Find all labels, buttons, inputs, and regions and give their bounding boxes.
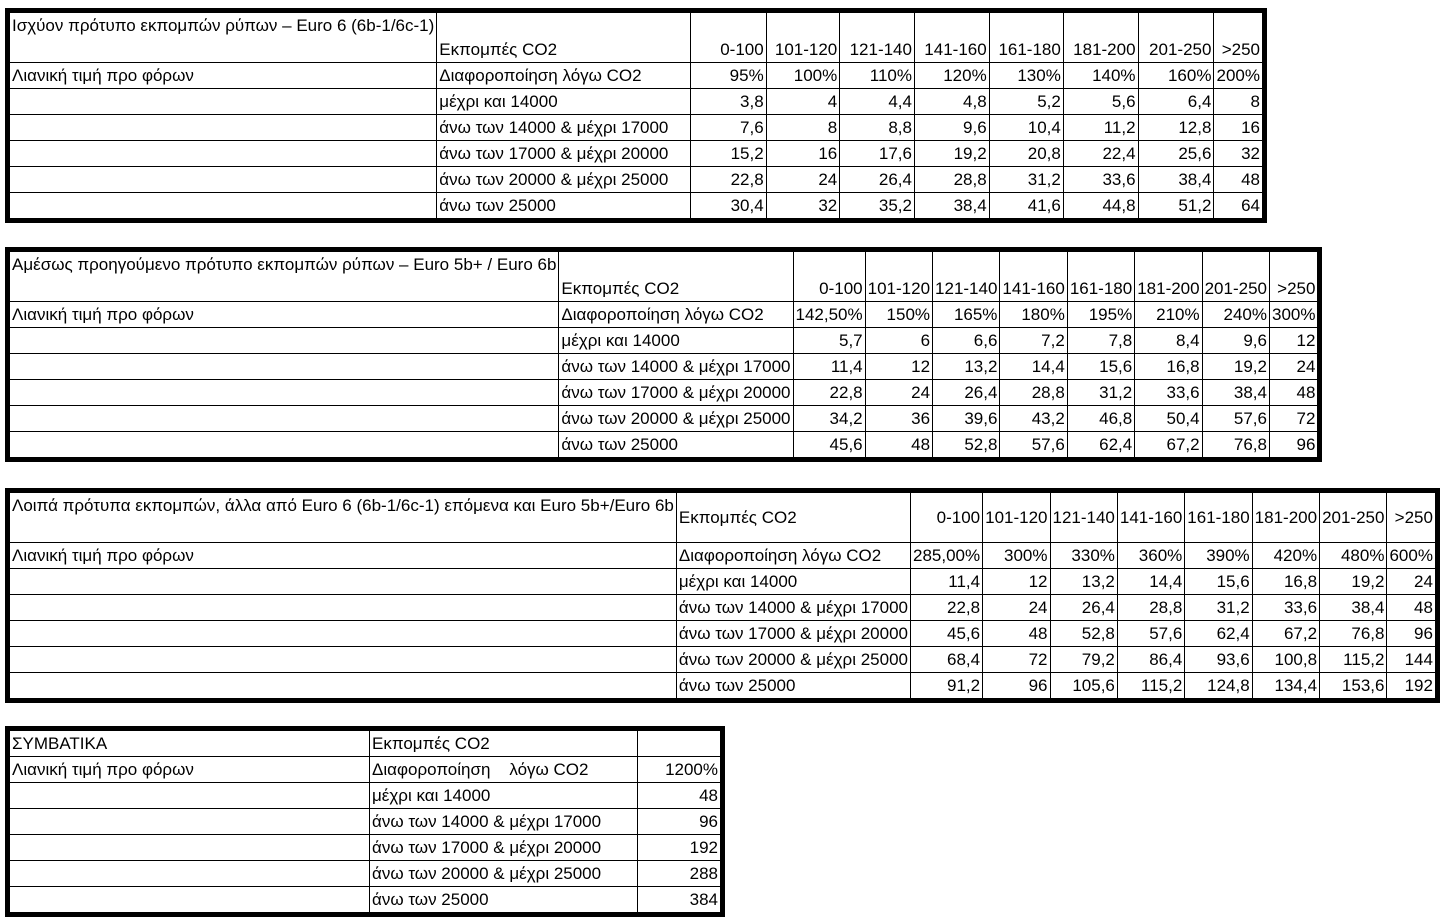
band-header: 201-250	[1138, 11, 1214, 63]
value-cell: 22,8	[910, 595, 982, 621]
table-row	[8, 167, 1265, 193]
value-cell: 32	[766, 193, 840, 221]
price-range-label: άνω των 25000	[370, 887, 638, 915]
band-header: 161-180	[989, 11, 1063, 63]
value-cell: 35,2	[840, 193, 915, 221]
value-cell: 76,8	[1320, 621, 1387, 647]
diff-cell: 480%	[1320, 543, 1387, 569]
value-cell: 10,4	[989, 115, 1063, 141]
value-cell: 76,8	[1202, 432, 1269, 460]
empty-cell	[8, 783, 370, 809]
emissions-table-euro5b	[5, 247, 1322, 462]
empty-cell	[8, 380, 559, 406]
value-cell: 57,6	[1000, 432, 1067, 460]
value-cell: 48	[865, 432, 932, 460]
empty-cell	[8, 141, 437, 167]
value-cell: 288	[638, 861, 723, 887]
value-cell: 52,8	[933, 432, 1000, 460]
diff-cell: 95%	[691, 63, 767, 89]
diff-cell: 330%	[1050, 543, 1117, 569]
value-cell: 48	[638, 783, 723, 809]
price-range-label: άνω των 17000 & μέχρι 20000	[676, 621, 910, 647]
value-cell: 6,4	[1138, 89, 1214, 115]
diff-cell: 420%	[1252, 543, 1319, 569]
band-header: 141-160	[914, 11, 989, 63]
value-cell: 72	[983, 647, 1050, 673]
price-range-label: άνω των 14000 & μέχρι 17000	[676, 595, 910, 621]
empty-cell	[8, 835, 370, 861]
value-cell: 12	[865, 354, 932, 380]
retail-price-label: Λιανική τιμή προ φόρων	[8, 302, 559, 328]
band-header: 181-200	[1252, 491, 1319, 543]
price-range-label: άνω των 20000 & μέχρι 25000	[370, 861, 638, 887]
diff-cell: 600%	[1387, 543, 1437, 569]
value-cell: 86,4	[1117, 647, 1184, 673]
value-cell: 7,6	[691, 115, 767, 141]
co2-label: Εκπομπές CO2	[437, 11, 691, 63]
value-cell: 4,8	[914, 89, 989, 115]
emissions-table-other	[5, 488, 1440, 703]
diff-cell: 130%	[989, 63, 1063, 89]
diff-cell: 240%	[1202, 302, 1269, 328]
table-row	[8, 193, 1265, 221]
price-range-label: άνω των 14000 & μέχρι 17000	[437, 115, 691, 141]
band-header: 101-120	[983, 491, 1050, 543]
value-cell: 33,6	[1063, 167, 1138, 193]
value-cell: 11,4	[793, 354, 865, 380]
empty-cell	[8, 193, 437, 221]
retail-price-label: Λιανική τιμή προ φόρων	[8, 757, 370, 783]
value-cell: 192	[638, 835, 723, 861]
value-cell: 67,2	[1135, 432, 1202, 460]
diff-cell: 1200%	[638, 757, 723, 783]
value-cell: 96	[1269, 432, 1319, 460]
table-row	[8, 89, 1265, 115]
value-cell: 31,2	[1067, 380, 1134, 406]
value-cell: 20,8	[989, 141, 1063, 167]
value-cell: 13,2	[1050, 569, 1117, 595]
diff-cell: 142,50%	[793, 302, 865, 328]
value-cell: 11,2	[1063, 115, 1138, 141]
empty-cell	[8, 887, 370, 915]
value-cell: 8	[1214, 89, 1265, 115]
value-cell: 51,2	[1138, 193, 1214, 221]
band-header: >250	[1269, 250, 1319, 302]
value-cell: 14,4	[1117, 569, 1184, 595]
diff-cell: 150%	[865, 302, 932, 328]
value-cell: 8,8	[840, 115, 915, 141]
value-cell: 16	[766, 141, 840, 167]
table-header-row	[8, 250, 1320, 302]
value-cell: 3,8	[691, 89, 767, 115]
value-cell: 28,8	[1000, 380, 1067, 406]
value-cell: 5,7	[793, 328, 865, 354]
table-row	[8, 673, 1438, 701]
empty-cell	[8, 595, 677, 621]
empty-cell	[8, 406, 559, 432]
price-range-label: άνω των 17000 & μέχρι 20000	[437, 141, 691, 167]
price-range-label: άνω των 25000	[437, 193, 691, 221]
empty-cell	[638, 729, 723, 757]
diff-cell: 210%	[1135, 302, 1202, 328]
band-header: 101-120	[766, 11, 840, 63]
value-cell: 57,6	[1202, 406, 1269, 432]
table-row	[8, 809, 723, 835]
price-range-label: άνω των 14000 & μέχρι 17000	[559, 354, 793, 380]
co2-label: Εκπομπές CO2	[559, 250, 793, 302]
table-row	[8, 328, 1320, 354]
empty-cell	[8, 328, 559, 354]
value-cell: 62,4	[1185, 621, 1252, 647]
table-header-row	[8, 491, 1438, 543]
diff-cell: 390%	[1185, 543, 1252, 569]
diff-cell: 360%	[1117, 543, 1184, 569]
diff-cell: 180%	[1000, 302, 1067, 328]
value-cell: 15,2	[691, 141, 767, 167]
value-cell: 45,6	[793, 432, 865, 460]
band-header: 121-140	[933, 250, 1000, 302]
value-cell: 38,4	[1320, 595, 1387, 621]
value-cell: 192	[1387, 673, 1437, 701]
table-row	[8, 783, 723, 809]
diff-cell: 140%	[1063, 63, 1138, 89]
value-cell: 22,8	[793, 380, 865, 406]
empty-cell	[8, 89, 437, 115]
value-cell: 32	[1214, 141, 1265, 167]
table-title: Ισχύον πρότυπο εκπομπών ρύπων – Euro 6 (6b-1/6c-1)	[8, 11, 437, 63]
value-cell: 79,2	[1050, 647, 1117, 673]
table-row	[8, 432, 1320, 460]
empty-cell	[8, 647, 677, 673]
co2-label: Εκπομπές CO2	[676, 491, 910, 543]
value-cell: 96	[638, 809, 723, 835]
value-cell: 16	[1214, 115, 1265, 141]
value-cell: 25,6	[1138, 141, 1214, 167]
value-cell: 30,4	[691, 193, 767, 221]
value-cell: 7,8	[1067, 328, 1134, 354]
value-cell: 17,6	[840, 141, 915, 167]
diff-cell: 300%	[1269, 302, 1319, 328]
diff-cell: 110%	[840, 63, 915, 89]
value-cell: 24	[1269, 354, 1319, 380]
empty-cell	[8, 861, 370, 887]
value-cell: 22,8	[691, 167, 767, 193]
table-row	[8, 115, 1265, 141]
value-cell: 31,2	[1185, 595, 1252, 621]
value-cell: 12	[983, 569, 1050, 595]
diff-cell: 100%	[766, 63, 840, 89]
price-range-label: μέχρι και 14000	[559, 328, 793, 354]
value-cell: 5,2	[989, 89, 1063, 115]
table-row	[8, 406, 1320, 432]
table-row	[8, 595, 1438, 621]
table-row	[8, 647, 1438, 673]
value-cell: 9,6	[1202, 328, 1269, 354]
value-cell: 8,4	[1135, 328, 1202, 354]
value-cell: 34,2	[793, 406, 865, 432]
price-range-label: άνω των 17000 & μέχρι 20000	[370, 835, 638, 861]
value-cell: 64	[1214, 193, 1265, 221]
table-title: ΣΥΜΒΑΤΙΚΑ	[8, 729, 370, 757]
emissions-table-euro6	[5, 8, 1267, 223]
value-cell: 96	[983, 673, 1050, 701]
diff-cell: 195%	[1067, 302, 1134, 328]
value-cell: 7,2	[1000, 328, 1067, 354]
table-row	[8, 141, 1265, 167]
value-cell: 15,6	[1185, 569, 1252, 595]
diff-label: Διαφοροποίηση λόγω CO2	[676, 543, 910, 569]
value-cell: 48	[1214, 167, 1265, 193]
band-header: 101-120	[865, 250, 932, 302]
value-cell: 28,8	[914, 167, 989, 193]
price-range-label: άνω των 20000 & μέχρι 25000	[559, 406, 793, 432]
empty-cell	[8, 809, 370, 835]
value-cell: 14,4	[1000, 354, 1067, 380]
value-cell: 36	[865, 406, 932, 432]
value-cell: 33,6	[1135, 380, 1202, 406]
value-cell: 22,4	[1063, 141, 1138, 167]
value-cell: 115,2	[1117, 673, 1184, 701]
table-header-row	[8, 729, 723, 757]
value-cell: 15,6	[1067, 354, 1134, 380]
empty-cell	[8, 354, 559, 380]
co2-label: Εκπομπές CO2	[370, 729, 638, 757]
value-cell: 24	[1387, 569, 1437, 595]
diff-row	[8, 543, 1438, 569]
price-range-label: μέχρι και 14000	[370, 783, 638, 809]
price-range-label: άνω των 25000	[559, 432, 793, 460]
value-cell: 26,4	[840, 167, 915, 193]
value-cell: 13,2	[933, 354, 1000, 380]
diff-row	[8, 63, 1265, 89]
value-cell: 124,8	[1185, 673, 1252, 701]
empty-cell	[8, 115, 437, 141]
value-cell: 4	[766, 89, 840, 115]
value-cell: 19,2	[1320, 569, 1387, 595]
table-row	[8, 569, 1438, 595]
empty-cell	[8, 432, 559, 460]
retail-price-label: Λιανική τιμή προ φόρων	[8, 543, 677, 569]
value-cell: 72	[1269, 406, 1319, 432]
table-row	[8, 354, 1320, 380]
value-cell: 62,4	[1067, 432, 1134, 460]
value-cell: 144	[1387, 647, 1437, 673]
price-range-label: άνω των 20000 & μέχρι 25000	[437, 167, 691, 193]
price-range-label: άνω των 25000	[676, 673, 910, 701]
table-row	[8, 621, 1438, 647]
table-row	[8, 887, 723, 915]
value-cell: 26,4	[1050, 595, 1117, 621]
value-cell: 48	[1387, 595, 1437, 621]
band-header: 161-180	[1067, 250, 1134, 302]
value-cell: 50,4	[1135, 406, 1202, 432]
price-range-label: μέχρι και 14000	[676, 569, 910, 595]
value-cell: 31,2	[989, 167, 1063, 193]
value-cell: 24	[865, 380, 932, 406]
value-cell: 4,4	[840, 89, 915, 115]
value-cell: 39,6	[933, 406, 1000, 432]
diff-cell: 160%	[1138, 63, 1214, 89]
value-cell: 153,6	[1320, 673, 1387, 701]
value-cell: 41,6	[989, 193, 1063, 221]
band-header: 121-140	[840, 11, 915, 63]
value-cell: 11,4	[910, 569, 982, 595]
band-header: 201-250	[1320, 491, 1387, 543]
value-cell: 384	[638, 887, 723, 915]
value-cell: 38,4	[1138, 167, 1214, 193]
empty-cell	[8, 167, 437, 193]
value-cell: 12	[1269, 328, 1319, 354]
retail-price-label: Λιανική τιμή προ φόρων	[8, 63, 437, 89]
table-title: Λοιπά πρότυπα εκπομπών, άλλα από Euro 6 (6b-1/6c-1) επόμενα και Euro 5b+/Euro 6b	[8, 491, 677, 543]
band-header: 121-140	[1050, 491, 1117, 543]
value-cell: 96	[1387, 621, 1437, 647]
value-cell: 24	[983, 595, 1050, 621]
price-range-label: άνω των 14000 & μέχρι 17000	[370, 809, 638, 835]
table-header-row	[8, 11, 1265, 63]
table-row	[8, 380, 1320, 406]
value-cell: 48	[983, 621, 1050, 647]
value-cell: 6,6	[933, 328, 1000, 354]
value-cell: 115,2	[1320, 647, 1387, 673]
value-cell: 5,6	[1063, 89, 1138, 115]
empty-cell	[8, 569, 677, 595]
value-cell: 33,6	[1252, 595, 1319, 621]
band-header: >250	[1214, 11, 1265, 63]
value-cell: 93,6	[1185, 647, 1252, 673]
table-row	[8, 835, 723, 861]
diff-label: Διαφοροποίηση λόγω CO2	[559, 302, 793, 328]
value-cell: 91,2	[910, 673, 982, 701]
empty-cell	[8, 621, 677, 647]
table-title: Αμέσως προηγούμενο πρότυπο εκπομπών ρύπων – Euro 5b+ / Euro 6b	[8, 250, 559, 302]
band-header: 0-100	[910, 491, 982, 543]
value-cell: 38,4	[914, 193, 989, 221]
value-cell: 16,8	[1252, 569, 1319, 595]
value-cell: 67,2	[1252, 621, 1319, 647]
value-cell: 134,4	[1252, 673, 1319, 701]
band-header: 181-200	[1063, 11, 1138, 63]
value-cell: 16,8	[1135, 354, 1202, 380]
diff-label: Διαφοροποίηση λόγω CO2	[370, 757, 638, 783]
value-cell: 52,8	[1050, 621, 1117, 647]
value-cell: 12,8	[1138, 115, 1214, 141]
band-header: 0-100	[793, 250, 865, 302]
emissions-table-conventional	[5, 726, 725, 917]
value-cell: 8	[766, 115, 840, 141]
diff-cell: 285,00%	[910, 543, 982, 569]
value-cell: 68,4	[910, 647, 982, 673]
diff-cell: 165%	[933, 302, 1000, 328]
band-header: 161-180	[1185, 491, 1252, 543]
value-cell: 43,2	[1000, 406, 1067, 432]
value-cell: 26,4	[933, 380, 1000, 406]
value-cell: 105,6	[1050, 673, 1117, 701]
table-row	[8, 861, 723, 887]
diff-cell: 200%	[1214, 63, 1265, 89]
diff-row	[8, 302, 1320, 328]
price-range-label: άνω των 17000 & μέχρι 20000	[559, 380, 793, 406]
band-header: 201-250	[1202, 250, 1269, 302]
value-cell: 57,6	[1117, 621, 1184, 647]
band-header: 181-200	[1135, 250, 1202, 302]
value-cell: 28,8	[1117, 595, 1184, 621]
price-range-label: μέχρι και 14000	[437, 89, 691, 115]
value-cell: 24	[766, 167, 840, 193]
price-range-label: άνω των 20000 & μέχρι 25000	[676, 647, 910, 673]
value-cell: 38,4	[1202, 380, 1269, 406]
empty-cell	[8, 673, 677, 701]
value-cell: 46,8	[1067, 406, 1134, 432]
band-header: 0-100	[691, 11, 767, 63]
band-header: >250	[1387, 491, 1437, 543]
value-cell: 100,8	[1252, 647, 1319, 673]
band-header: 141-160	[1117, 491, 1184, 543]
value-cell: 19,2	[914, 141, 989, 167]
value-cell: 19,2	[1202, 354, 1269, 380]
diff-label: Διαφοροποίηση λόγω CO2	[437, 63, 691, 89]
diff-cell: 300%	[983, 543, 1050, 569]
value-cell: 9,6	[914, 115, 989, 141]
band-header: 141-160	[1000, 250, 1067, 302]
value-cell: 44,8	[1063, 193, 1138, 221]
value-cell: 6	[865, 328, 932, 354]
value-cell: 48	[1269, 380, 1319, 406]
value-cell: 45,6	[910, 621, 982, 647]
diff-row	[8, 757, 723, 783]
diff-cell: 120%	[914, 63, 989, 89]
